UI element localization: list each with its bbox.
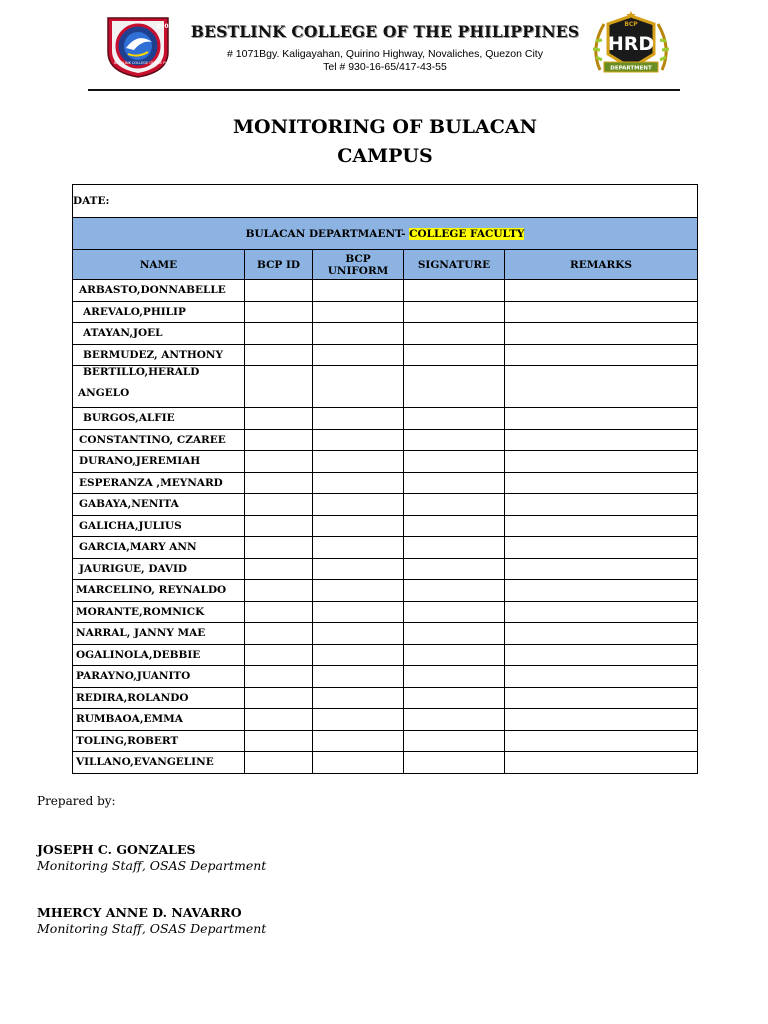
bcp-uniform-cell[interactable] (313, 666, 404, 688)
hrd-logo (590, 10, 672, 86)
bcp-id-cell[interactable] (245, 408, 313, 430)
faculty-name: PARAYNO,JUANITO (73, 666, 245, 688)
bcp-id-cell[interactable] (245, 472, 313, 494)
faculty-name: JAURIGUE, DAVID (73, 558, 245, 580)
faculty-name: ATAYAN,JOEL (73, 323, 245, 345)
bcp-id-cell[interactable] (245, 280, 313, 302)
signature-cell[interactable] (404, 752, 505, 774)
signature-cell[interactable] (404, 429, 505, 451)
signature-cell[interactable] (404, 301, 505, 323)
bcp-uniform-cell[interactable] (313, 558, 404, 580)
bcp-id-cell[interactable] (245, 666, 313, 688)
faculty-name: BERMUDEZ, ANTHONY (73, 344, 245, 366)
remarks-cell[interactable] (505, 494, 698, 516)
table-row (73, 494, 698, 516)
title-line-1: MONITORING OF BULACAN (232, 116, 538, 138)
bcp-id-cell[interactable] (245, 601, 313, 623)
bcp-uniform-cell[interactable] (313, 687, 404, 709)
faculty-name: RUMBAOA,EMMA (73, 709, 245, 731)
department-highlight: COLLEGE FACULTY (409, 227, 525, 240)
table-row (73, 366, 698, 408)
faculty-name: TOLING,ROBERT (73, 730, 245, 752)
table-row (73, 730, 698, 752)
bcp-id-cell[interactable] (245, 709, 313, 731)
signature-cell[interactable] (404, 666, 505, 688)
bcp-id-cell[interactable] (245, 580, 313, 602)
signature-cell[interactable] (404, 730, 505, 752)
address-line: # 1071Bgy. Kaligayahan, Quirino Highway, Novaliches, Quezon City (227, 48, 543, 60)
signature-cell[interactable] (404, 451, 505, 473)
bcp-id-cell[interactable] (245, 366, 313, 408)
column-header-bcp-id: BCP ID (245, 250, 313, 280)
bcp-uniform-cell[interactable] (313, 472, 404, 494)
signatory-1-role: Monitoring Staff, OSAS Department (37, 858, 267, 873)
remarks-cell[interactable] (505, 280, 698, 302)
table-row (73, 408, 698, 430)
remarks-cell[interactable] (505, 472, 698, 494)
table-row (73, 537, 698, 559)
faculty-name: MORANTE,ROMNICK (73, 601, 245, 623)
remarks-cell[interactable] (505, 623, 698, 645)
bcp-id-cell[interactable] (245, 344, 313, 366)
telephone-line: Tel # 930-16-65/417-43-55 (323, 61, 447, 73)
signature-cell[interactable] (404, 344, 505, 366)
signature-cell[interactable] (404, 323, 505, 345)
bcp-uniform-cell[interactable] (313, 301, 404, 323)
remarks-cell[interactable] (505, 580, 698, 602)
bcp-uniform-cell[interactable] (313, 280, 404, 302)
bcp-uniform-cell[interactable] (313, 429, 404, 451)
remarks-cell[interactable] (505, 537, 698, 559)
faculty-list (73, 280, 698, 774)
monitoring-table (72, 184, 698, 774)
table-row (73, 580, 698, 602)
remarks-cell[interactable] (505, 408, 698, 430)
bcp-uniform-line-2: UNIFORM (327, 264, 389, 277)
signature-cell[interactable] (404, 687, 505, 709)
bcp-uniform-cell[interactable] (313, 730, 404, 752)
bcp-id-cell[interactable] (245, 429, 313, 451)
signature-cell[interactable] (404, 280, 505, 302)
bcp-id-cell[interactable] (245, 644, 313, 666)
bcp-uniform-cell[interactable] (313, 451, 404, 473)
remarks-cell[interactable] (505, 429, 698, 451)
signatory-2-role: Monitoring Staff, OSAS Department (37, 921, 267, 936)
table-row (73, 752, 698, 774)
table-row (73, 451, 698, 473)
table-row (73, 301, 698, 323)
college-name: BESTLINK COLLEGE OF THE PHILIPPINES (190, 22, 580, 41)
remarks-cell[interactable] (505, 301, 698, 323)
remarks-cell[interactable] (505, 558, 698, 580)
column-header-signature: SIGNATURE (404, 250, 505, 280)
table-row (73, 280, 698, 302)
faculty-name: ARBASTO,DONNABELLE (73, 280, 245, 302)
bcp-id-cell[interactable] (245, 730, 313, 752)
bcp-uniform-cell[interactable] (313, 344, 404, 366)
faculty-name: ESPERANZA ,MEYNARD (73, 472, 245, 494)
remarks-cell[interactable] (505, 366, 698, 408)
date-label[interactable]: DATE: (73, 185, 698, 218)
bcp-uniform-cell[interactable] (313, 752, 404, 774)
signature-cell[interactable] (404, 494, 505, 516)
table-row (73, 472, 698, 494)
bcp-id-cell[interactable] (245, 623, 313, 645)
bcp-uniform-cell[interactable] (313, 323, 404, 345)
bcp-id-cell[interactable] (245, 323, 313, 345)
column-header-row (73, 250, 698, 280)
remarks-cell[interactable] (505, 515, 698, 537)
signature-cell[interactable] (404, 580, 505, 602)
table-row (73, 644, 698, 666)
table-row (73, 515, 698, 537)
title-line-2: CAMPUS (337, 145, 433, 167)
signature-cell[interactable] (404, 644, 505, 666)
bcp-id-cell[interactable] (245, 537, 313, 559)
department-label: BULACAN DEPARTMAENT- (245, 227, 410, 240)
prepared-by-label: Prepared by: (37, 794, 116, 808)
signature-cell[interactable] (404, 515, 505, 537)
table-row (73, 323, 698, 345)
college-seal-logo (104, 16, 185, 78)
bcp-uniform-cell[interactable] (313, 515, 404, 537)
table-row (73, 344, 698, 366)
signatory-1-name: JOSEPH C. GONZALES (37, 842, 196, 857)
faculty-name: GABAYA,NENITA (73, 494, 245, 516)
bcp-uniform-cell[interactable] (313, 537, 404, 559)
table-row (73, 709, 698, 731)
faculty-name: BURGOS,ALFIE (73, 408, 245, 430)
bcp-uniform-cell[interactable] (313, 601, 404, 623)
faculty-name: REDIRA,ROLANDO (73, 687, 245, 709)
date-row (73, 185, 698, 218)
bcp-id-cell[interactable] (245, 687, 313, 709)
bcp-id-cell[interactable] (245, 752, 313, 774)
faculty-name: OGALINOLA,DEBBIE (73, 644, 245, 666)
header-divider (88, 89, 680, 91)
bcp-uniform-cell[interactable] (313, 580, 404, 602)
column-header-bcp-uniform (313, 250, 404, 280)
department-cell (73, 218, 698, 250)
bcp-uniform-cell[interactable] (313, 366, 404, 408)
logo-ring-text: BESTLINK COLLEGE OF THE PHILIPPINES (114, 61, 185, 65)
faculty-name: VILLANO,EVANGELINE (73, 752, 245, 774)
logo-year: 2002 (156, 23, 173, 30)
remarks-cell[interactable] (505, 666, 698, 688)
logo-department-text: DEPARTMENT (610, 65, 652, 72)
bcp-id-cell[interactable] (245, 451, 313, 473)
faculty-name: DURANO,JEREMIAH (73, 451, 245, 473)
bcp-uniform-cell[interactable] (313, 709, 404, 731)
bcp-uniform-cell[interactable] (313, 644, 404, 666)
column-header-name: NAME (73, 250, 245, 280)
remarks-cell[interactable] (505, 344, 698, 366)
faculty-name-continued: ANGELO (78, 387, 130, 399)
faculty-name: AREVALO,PHILIP (73, 301, 245, 323)
signature-cell[interactable] (404, 537, 505, 559)
signatory-2-name: MHERCY ANNE D. NAVARRO (37, 905, 242, 920)
document-title (150, 113, 620, 171)
bcp-uniform-cell[interactable] (313, 408, 404, 430)
signature-cell[interactable] (404, 601, 505, 623)
remarks-cell[interactable] (505, 451, 698, 473)
signature-cell[interactable] (404, 366, 505, 408)
column-header-remarks: REMARKS (505, 250, 698, 280)
bcp-uniform-cell[interactable] (313, 494, 404, 516)
table-row (73, 558, 698, 580)
department-row (73, 218, 698, 250)
bcp-id-cell[interactable] (245, 558, 313, 580)
remarks-cell[interactable] (505, 323, 698, 345)
remarks-cell[interactable] (505, 687, 698, 709)
signature-cell[interactable] (404, 472, 505, 494)
faculty-name: GALICHA,JULIUS (73, 515, 245, 537)
faculty-name: MARCELINO, REYNALDO (73, 580, 245, 602)
bcp-id-cell[interactable] (245, 494, 313, 516)
remarks-cell[interactable] (505, 601, 698, 623)
table-row (73, 687, 698, 709)
bcp-id-cell[interactable] (245, 301, 313, 323)
remarks-cell[interactable] (505, 752, 698, 774)
remarks-cell[interactable] (505, 644, 698, 666)
faculty-name: GARCIA,MARY ANN (73, 537, 245, 559)
bcp-uniform-line-1: BCP (345, 252, 371, 265)
table-row (73, 666, 698, 688)
bcp-uniform-cell[interactable] (313, 623, 404, 645)
faculty-name: BERTILLO,HERALD (83, 366, 200, 378)
faculty-name: NARRAL, JANNY MAE (73, 623, 245, 645)
college-address (180, 48, 590, 74)
faculty-name-cell (73, 366, 245, 408)
logo-hrd-text: HRD (607, 33, 655, 55)
signature-cell[interactable] (404, 623, 505, 645)
table-row (73, 623, 698, 645)
bcp-id-cell[interactable] (245, 515, 313, 537)
signature-cell[interactable] (404, 709, 505, 731)
logo-bcp-text: BCP (624, 21, 638, 28)
faculty-name: CONSTANTINO, CZAREE (73, 429, 245, 451)
table-row (73, 429, 698, 451)
signature-cell[interactable] (404, 558, 505, 580)
table-row (73, 601, 698, 623)
signature-cell[interactable] (404, 408, 505, 430)
remarks-cell[interactable] (505, 730, 698, 752)
remarks-cell[interactable] (505, 709, 698, 731)
